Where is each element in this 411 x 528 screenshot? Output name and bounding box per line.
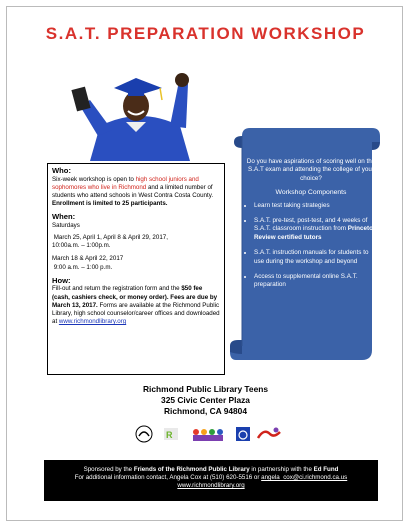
rainbow-figures-logo bbox=[193, 429, 223, 441]
footer-contact-line bbox=[44, 474, 378, 482]
reading-logo bbox=[164, 428, 178, 440]
component-item bbox=[254, 249, 378, 266]
scroll-intro: Do you have aspirations of scoring well on the S.A.T exam and attending the college of your choice? bbox=[246, 158, 376, 182]
details-box bbox=[47, 163, 225, 375]
when-dates-2-text: March 18 & April 22, 2017 bbox=[52, 255, 124, 263]
footer-contact-text: For additional information contact, Angela Cox at (510) 620-5516 or bbox=[74, 474, 262, 482]
contact-email-link[interactable]: angela_cox@ci.richmond.ca.us bbox=[261, 474, 348, 482]
component-text: Learn test taking strategies bbox=[254, 201, 330, 209]
footer-partner-name: Ed Fund bbox=[313, 466, 339, 473]
scroll-content bbox=[244, 158, 378, 297]
when-dates-1-text: March 25, April 1, April 8 & April 29, 2017, bbox=[53, 234, 168, 242]
component-text: S.A.T. pre-test, post-test, and 4 weeks of S.A.T. classroom instruction from bbox=[254, 217, 368, 233]
footer-sponsor-mid: in partnership with the bbox=[249, 466, 314, 473]
who-text bbox=[52, 176, 220, 209]
wheelchair-icon bbox=[236, 427, 250, 441]
footer-sponsor-name: Friends of the Richmond Public Library bbox=[133, 466, 250, 473]
who-enrollment: Enrollment is limited to 25 participants. bbox=[52, 200, 168, 208]
component-item bbox=[254, 202, 378, 210]
who-text-intro: Six-week workshop is open to bbox=[52, 175, 136, 183]
footer-sponsor-line bbox=[44, 466, 378, 474]
component-text: S.A.T. instruction manuals for students to use during the workshop and beyond bbox=[254, 249, 369, 265]
component-bold: Princeton Review certified tutors bbox=[254, 225, 377, 241]
when-time-2: 9:00 a.m. – 1:00 p.m. bbox=[53, 263, 113, 271]
when-dates-1 bbox=[52, 234, 220, 250]
footer-sponsor-intro: Sponsored by the bbox=[83, 466, 134, 473]
svg-text:R: R bbox=[166, 430, 173, 440]
how-fee: $50 fee (cash, cashiers check, or money order). Fees are due by March 13, 2017. bbox=[52, 285, 218, 309]
component-item bbox=[254, 273, 378, 290]
components-heading: Workshop Components bbox=[275, 189, 347, 197]
component-text: Access to supplemental online S.A.T. preparation bbox=[254, 273, 358, 289]
how-heading: How: bbox=[52, 275, 71, 285]
when-time-1: 10:00a.m. – 1:00p.m. bbox=[52, 242, 111, 250]
who-text-more: and a limited number of students who attend schools in West Contra Costa County. bbox=[52, 183, 214, 199]
library-logo bbox=[136, 426, 152, 442]
how-text-intro: Fill-out and return the registration form and the bbox=[52, 285, 182, 293]
flyer-title: S.A.T. PREPARATION WORKSHOP bbox=[45, 24, 366, 43]
who-audience: high school juniors and sophomores who live in Richmond bbox=[52, 175, 199, 191]
graduate-photo bbox=[70, 66, 210, 161]
when-dates-2 bbox=[52, 255, 220, 271]
sponsor-logos bbox=[134, 424, 284, 444]
when-heading: When: bbox=[52, 212, 76, 222]
library-name: Richmond Public Library Teens bbox=[142, 384, 269, 394]
components-list bbox=[244, 202, 378, 290]
how-text bbox=[52, 285, 220, 326]
footer-website-link[interactable]: www.richmondlibrary.org bbox=[177, 482, 245, 490]
when-day: Saturdays bbox=[52, 221, 80, 229]
how-text-more: Forms are available at the Richmond Public Library, high school counselor/career offices and downloaded at bbox=[52, 301, 220, 326]
hands-icon bbox=[258, 428, 280, 439]
library-website-link[interactable]: www.richmondlibrary.org bbox=[58, 318, 127, 326]
component-item bbox=[254, 217, 378, 242]
sponsor-footer bbox=[44, 460, 378, 501]
who-heading: Who: bbox=[52, 166, 71, 175]
library-info bbox=[0, 384, 411, 417]
library-address-1: 325 Civic Center Plaza bbox=[161, 395, 250, 405]
library-address-2: Richmond, CA 94804 bbox=[164, 406, 247, 416]
